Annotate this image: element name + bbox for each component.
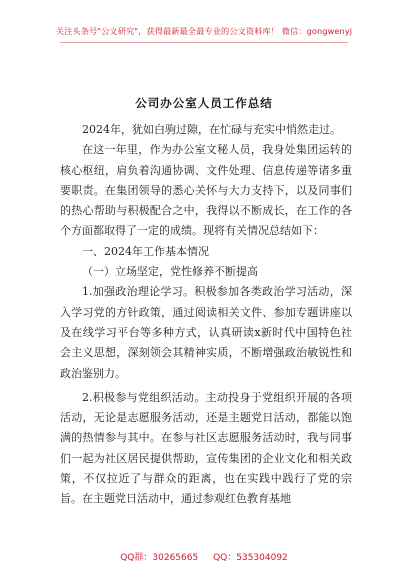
- footer-qq-group: QQ群：30265665: [120, 553, 199, 563]
- document-body: [60, 120, 352, 510]
- header-divider: [60, 42, 348, 43]
- footer-contact: [0, 550, 408, 563]
- paragraph-item-1: 1.加强政治理论学习。积极参加各类政治学习活动，深入学习党的方针政策，通过阅读相关文件、参加专题讲座以及在线学习平台等多种方式，认真研读x新时代中国特色社会主义思想，深刻领会其精神实质，不断增强政治敏锐性和政治鉴别力。: [60, 285, 352, 380]
- footer-qq: QQ：535304092: [213, 553, 288, 563]
- paragraph-item-2: 2.积极参与党组织活动。主动投身于党组织开展的各项活动，无论是志愿服务活动，还是主题党日活动，都能以饱满的热情参与其中。在参与社区志愿服务活动时，我与同事们一起为社区居民提供帮助，宣传集团的企业文化和相关政策，不仅拉近了与群众的距离，也在实践中践行了党的宗旨。在主题党日活动中，通过参观红色教育基地: [60, 390, 352, 506]
- paragraph-intro: 2024年，犹如白驹过隙，在忙碌与充实中悄然走过。: [82, 123, 341, 136]
- section-heading-1: 一、2024年工作基本情况: [82, 244, 209, 258]
- paragraph-overview: 在这一年里，作为办公室文秘人员，我身处集团运转的核心枢纽，肩负着沟通协调、文件处理、信息传递等诸多重要职责。在集团领导的悉心关怀与大力支持下，以及同事们的热心帮助与积极配合之中，我得以不断成长，在工作的各个方面都取得了一定的成绩。现将有关情况总结如下：: [60, 143, 352, 238]
- document-title: 公司办公室人员工作总结: [135, 96, 273, 110]
- header-banner: 关注头条号"公文研究"，获得最新最全最专业的公文资料库！ 微信：gongwenyj: [55, 26, 353, 36]
- subsection-heading-1: （一）立场坚定，党性修养不断提高: [82, 265, 258, 279]
